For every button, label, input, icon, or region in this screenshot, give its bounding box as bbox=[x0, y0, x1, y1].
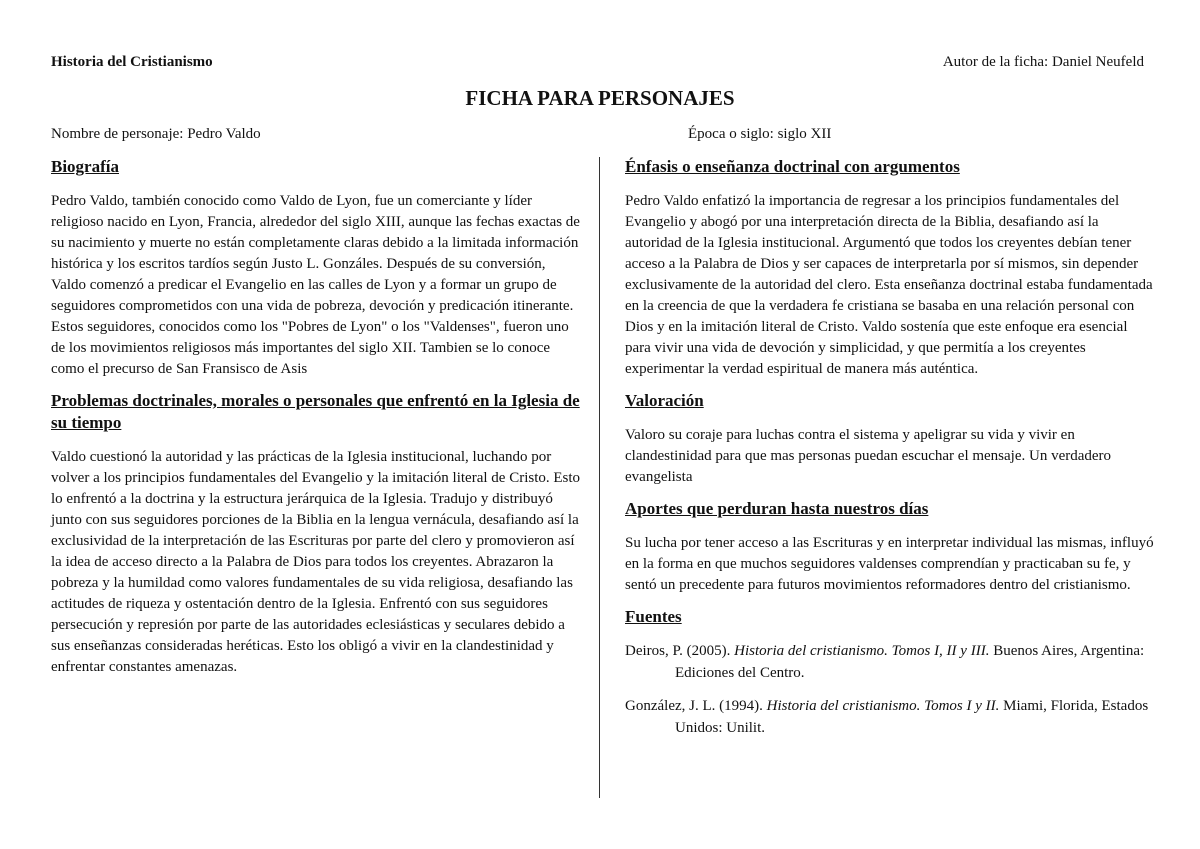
left-column bbox=[51, 156, 581, 688]
reference-author: González, J. L. (1994). bbox=[625, 698, 767, 714]
valoracion-text: Valoro su coraje para luchas contra el sistema y apeligrar su vida y vivir en clandestinidad para que mas personas puedan escuchar el mensaje. Un verdadero evangelista bbox=[625, 427, 1112, 485]
problemas-text: Valdo cuestionó la autoridad y las prácticas de la Iglesia institucional, luchando por volver a los principios fundamentales del Evangelio y la imitación literal de Cristo. Esto lo enfrentó a la doctrina y la estructura jerárquica de la Iglesia. Tradujo y distribuyó junto con sus seguidores porciones de la Biblia en la lengua vernácula, desafiando así la exclusividad de la interpretación de las Escrituras por parte del clero y promovieron así la idea de acceso directo a la Palabra de Dios para todos los creyentes. Abrazaron la pobreza y la humildad como valores fundamentales de su vida religiosa, desafiando las actitudes de riqueza y ostentación dentro de la Iglesia. Enfrentó con sus seguidores persecución y represión por parte de las autoridades eclesiásticas y seculares debido a sus enseñanzas consideradas heréticas. Esto los obligó a vivir en la clandestinidad y enfrentar constantes amenazas. bbox=[51, 449, 581, 675]
character-epoch: Época o siglo: siglo XII bbox=[688, 126, 832, 142]
reference-item bbox=[625, 696, 1155, 739]
sheet-author: Autor de la ficha: Daniel Neufeld bbox=[942, 54, 1144, 70]
reference-publisher: Buenos Aires, Argentina: Ediciones del Centro. bbox=[675, 643, 1145, 681]
aportes-text: Su lucha por tener acceso a las Escrituras y en interpretar individual las mismas, influyó en la forma en que muchos seguidores valdenses comprendían y practicaban su fe, y sentó un precedente para futuros movimientos reformadores dentro del cristianismo. bbox=[625, 535, 1154, 593]
character-name: Nombre de personaje: Pedro Valdo bbox=[51, 126, 261, 142]
page-title: FICHA PARA PERSONAJES bbox=[465, 86, 735, 110]
reference-item bbox=[625, 641, 1155, 684]
valoracion-heading: Valoración bbox=[625, 391, 704, 410]
column-divider bbox=[599, 157, 600, 798]
reference-author: Deiros, P. (2005). bbox=[625, 643, 735, 659]
fuentes-heading: Fuentes bbox=[625, 607, 682, 626]
enfasis-heading: Énfasis o enseñanza doctrinal con argumentos bbox=[625, 157, 960, 176]
reference-work: Historia del cristianismo. Tomos I y II. bbox=[766, 698, 1000, 714]
reference-work: Historia del cristianismo. Tomos I, II y III. bbox=[734, 643, 990, 659]
aportes-heading: Aportes que perduran hasta nuestros días bbox=[625, 499, 929, 518]
biografia-heading: Biografía bbox=[51, 157, 119, 176]
reference-publisher: Miami, Florida, Estados Unidos: Unilit. bbox=[675, 698, 1149, 736]
biografia-text: Pedro Valdo, también conocido como Valdo de Lyon, fue un comerciante y líder religioso nacido en Lyon, Francia, alrededor del siglo XIII, aunque las fechas exactas de su nacimiento y muerte no están completamente claras debido a la limitada información histórica y los escritos tardíos según Justo L. Gonzáles. Después de su conversión, Valdo comenzó a predicar el Evangelio en las calles de Lyon y a formar un grupo de seguidores comprometidos con una vida de pobreza, devoción y predicación itinerante. Estos seguidores, conocidos como los "Pobres de Lyon" o los "Valdenses", fueron uno de los movimientos religiosos más importantes del siglo XII. Tambien se lo conoce como el precurso de San Fransisco de Asis bbox=[51, 193, 580, 377]
problemas-heading: Problemas doctrinales, morales o personales que enfrentó en la Iglesia de su tiempo bbox=[51, 391, 580, 432]
right-column bbox=[625, 156, 1155, 751]
course-name: Historia del Cristianismo bbox=[51, 54, 213, 70]
enfasis-text: Pedro Valdo enfatizó la importancia de regresar a los principios fundamentales del Evangelio y abogó por una interpretación directa de la Biblia, desafiando así la autoridad de la Iglesia institucional. Argumentó que todos los creyentes debían tener acceso a la Palabra de Dios y ser capaces de interpretarla por sí mismos, sin depender exclusivamente de la autoridad del clero. Esta enseñanza doctrinal estaba fundamentada en la creencia de que la verdadera fe cristiana se basaba en una relación personal con Dios y en la imitación literal de Cristo. Valdo sostenía que este enfoque era esencial para vivir una vida de devoción y simplicidad, y que permitía a los creyentes experimentar la verdad espiritual de manera más auténtica. bbox=[625, 193, 1153, 377]
